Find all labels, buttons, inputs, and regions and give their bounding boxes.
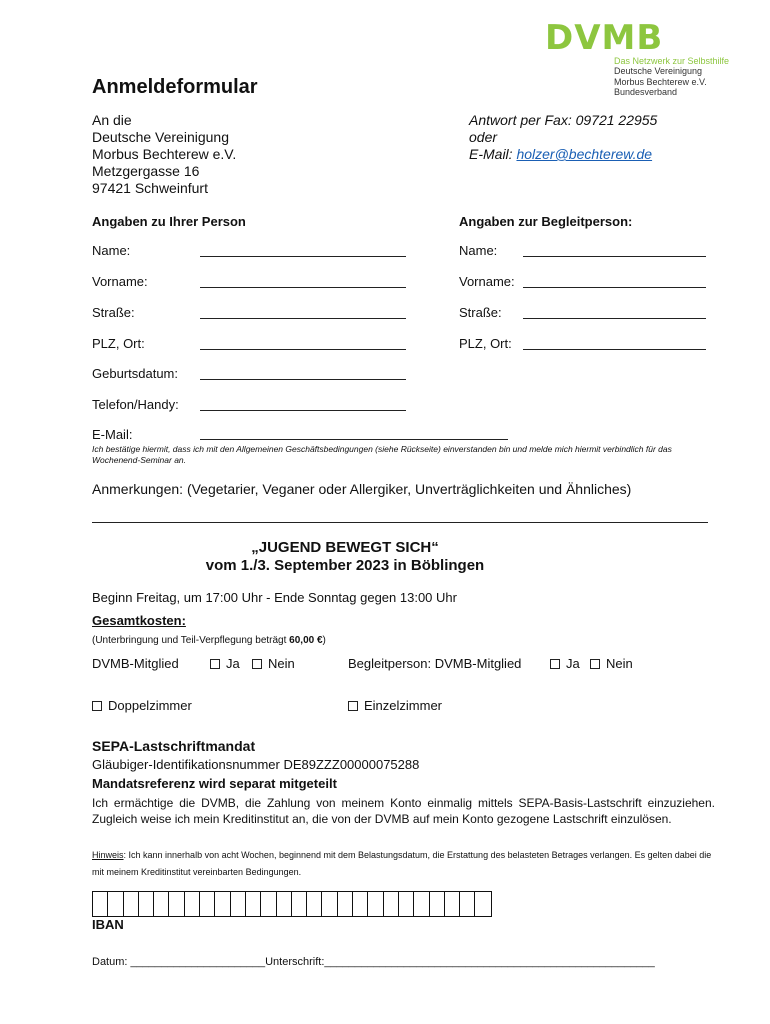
iban-cell[interactable] — [368, 892, 383, 916]
costs-note-suffix: ) — [322, 635, 326, 646]
iban-cell[interactable] — [430, 892, 445, 916]
checkbox-icon[interactable] — [210, 659, 220, 669]
signature-line — [92, 956, 655, 968]
creditor-id: Gläubiger-Identifikationsnummer DE89ZZZ00000075288 — [92, 757, 420, 772]
nein-label: Nein — [268, 656, 295, 671]
mandate-reference: Mandatsreferenz wird separat mitgeteilt — [92, 776, 337, 791]
iban-cell[interactable] — [338, 892, 353, 916]
person-street-field[interactable] — [200, 318, 406, 319]
hint-label: Hinweis — [92, 850, 124, 860]
checkbox-icon[interactable] — [252, 659, 262, 669]
companion-name-field[interactable] — [523, 256, 706, 257]
iban-cell[interactable] — [460, 892, 475, 916]
recipient-address — [92, 112, 236, 197]
iban-cell[interactable] — [139, 892, 154, 916]
iban-cell[interactable] — [154, 892, 169, 916]
double-room-label: Doppelzimmer — [108, 698, 192, 713]
companion-heading: Angaben zur Begleitperson: — [459, 214, 633, 229]
event-title — [0, 539, 690, 556]
member-label: DVMB-Mitglied — [92, 656, 179, 671]
signature-field[interactable]: ______________________________________________________ — [324, 956, 655, 968]
companion-city-field[interactable] — [523, 349, 706, 350]
double-room-option[interactable] — [92, 698, 192, 713]
dvmb-logo: DVMB — [545, 18, 664, 58]
sepa-heading: SEPA-Lastschriftmandat — [92, 738, 256, 754]
iban-cell[interactable] — [169, 892, 184, 916]
checkbox-icon[interactable] — [348, 701, 358, 711]
or-line: oder — [469, 129, 498, 145]
iban-cell[interactable] — [124, 892, 139, 916]
iban-cell[interactable] — [108, 892, 123, 916]
companion-name-label: Name: — [459, 243, 498, 258]
person-firstname-field[interactable] — [200, 287, 406, 288]
iban-cell[interactable] — [200, 892, 215, 916]
address-line: Metzgergasse 16 — [92, 163, 200, 179]
iban-cell[interactable] — [93, 892, 108, 916]
sepa-hint — [92, 847, 722, 881]
event-date: vom 1./3. September 2023 in Böblingen — [205, 557, 485, 574]
logo-tagline: Das Netzwerk zur Selbsthilfe — [614, 56, 730, 66]
person-phone-label: Telefon/Handy: — [92, 397, 179, 412]
ja-label: Ja — [566, 656, 580, 671]
iban-cell[interactable] — [215, 892, 230, 916]
org-line: Bundesverband — [614, 87, 678, 97]
iban-cell[interactable] — [353, 892, 368, 916]
person-firstname-label: Vorname: — [92, 274, 148, 289]
member-nein-option[interactable] — [252, 656, 295, 671]
page-title: Anmeldeformular — [92, 76, 258, 98]
companion-firstname-label: Vorname: — [459, 274, 515, 289]
email-line — [469, 146, 657, 163]
iban-cell[interactable] — [261, 892, 276, 916]
iban-cell[interactable] — [445, 892, 460, 916]
person-birthdate-field[interactable] — [200, 379, 406, 380]
costs-amount: 60,00 € — [289, 635, 323, 646]
address-line: 97421 Schweinfurt — [92, 180, 208, 196]
checkbox-icon[interactable] — [590, 659, 600, 669]
iban-cell[interactable] — [414, 892, 429, 916]
person-city-field[interactable] — [200, 349, 406, 350]
iban-cell[interactable] — [399, 892, 414, 916]
org-line: Deutsche Vereinigung — [614, 66, 703, 76]
person-name-label: Name: — [92, 243, 131, 258]
iban-cell[interactable] — [475, 892, 490, 916]
costs-note-prefix: (Unterbringung und Teil-Verpflegung beträgt — [92, 635, 290, 646]
person-heading: Angaben zu Ihrer Person — [92, 214, 246, 229]
remarks-label: Anmerkungen: (Vegetarier, Veganer oder Allergiker, Unverträglichkeiten und Ähnliches) — [92, 481, 632, 497]
sepa-authorization: Ich ermächtige die DVMB, die Zahlung von meinem Konto einmalig mittels SEPA-Basis-Lastschrift einzuziehen. Zugleich weise ich mein Kreditinstitut an, die von der DVMB auf mein Konto gezogene Lastschrift einzulösen. — [92, 796, 715, 826]
companion-ja-option[interactable] — [550, 656, 580, 671]
remarks-field[interactable] — [92, 522, 708, 523]
iban-cell[interactable] — [322, 892, 337, 916]
companion-city-label: PLZ, Ort: — [459, 336, 512, 351]
costs-heading: Gesamtkosten: — [92, 613, 186, 628]
schedule-text: Beginn Freitag, um 17:00 Uhr - Ende Sonntag gegen 13:00 Uhr — [92, 590, 457, 605]
event-name: „JUGEND BEWEGT SICH“ — [251, 539, 439, 556]
email-link[interactable]: holzer@bechterew.de — [516, 146, 653, 162]
iban-cell[interactable] — [384, 892, 399, 916]
iban-cell[interactable] — [307, 892, 322, 916]
consent-text: Ich bestätige hiermit, dass ich mit den Allgemeinen Geschäftsbedingungen (siehe Rückseite) einverstanden bin und melde mich hiermit verbindlich für das Wochenend-Seminar an. — [92, 444, 672, 465]
person-name-field[interactable] — [200, 256, 406, 257]
person-email-field[interactable] — [200, 439, 508, 440]
person-city-label: PLZ, Ort: — [92, 336, 145, 351]
iban-cell[interactable] — [185, 892, 200, 916]
person-birthdate-label: Geburtsdatum: — [92, 366, 178, 381]
iban-input[interactable] — [92, 891, 492, 917]
hint-text: : Ich kann innerhalb von acht Wochen, beginnend mit dem Belastungsdatum, die Erstattung des belasteten Betrages verlangen. Es gelten dabei die mit meinem Kreditinstitut vereinbarten Bedingungen. — [92, 850, 712, 877]
date-label: Datum: — [92, 956, 131, 968]
nein-label: Nein — [606, 656, 633, 671]
address-line: Morbus Bechterew e.V. — [92, 146, 237, 162]
person-email-label: E-Mail: — [92, 427, 133, 442]
single-room-option[interactable] — [348, 698, 442, 713]
checkbox-icon[interactable] — [92, 701, 102, 711]
person-phone-field[interactable] — [200, 410, 406, 411]
address-line: An die — [92, 112, 132, 128]
companion-street-label: Straße: — [459, 305, 502, 320]
iban-cell[interactable] — [231, 892, 246, 916]
date-field[interactable]: ______________________ — [130, 956, 266, 968]
companion-member-label: Begleitperson: DVMB-Mitglied — [348, 656, 522, 671]
companion-nein-option[interactable] — [590, 656, 633, 671]
ja-label: Ja — [226, 656, 240, 671]
single-room-label: Einzelzimmer — [364, 698, 443, 713]
address-line: Deutsche Vereinigung — [92, 129, 229, 145]
iban-cell[interactable] — [277, 892, 292, 916]
org-line: Morbus Bechterew e.V. — [614, 76, 707, 87]
fax-line: Antwort per Fax: 09721 22955 — [469, 112, 658, 128]
logo-organization — [614, 66, 707, 98]
checkbox-icon[interactable] — [550, 659, 560, 669]
companion-street-field[interactable] — [523, 318, 706, 319]
person-street-label: Straße: — [92, 305, 135, 320]
iban-cell[interactable] — [292, 892, 307, 916]
iban-label: IBAN — [92, 917, 124, 932]
signature-label: Unterschrift: — [265, 956, 325, 968]
member-ja-option[interactable] — [210, 656, 240, 671]
iban-cell[interactable] — [246, 892, 261, 916]
costs-note — [92, 635, 326, 646]
email-prefix: E-Mail: — [469, 146, 517, 162]
companion-firstname-field[interactable] — [523, 287, 706, 288]
contact-block — [469, 112, 657, 163]
